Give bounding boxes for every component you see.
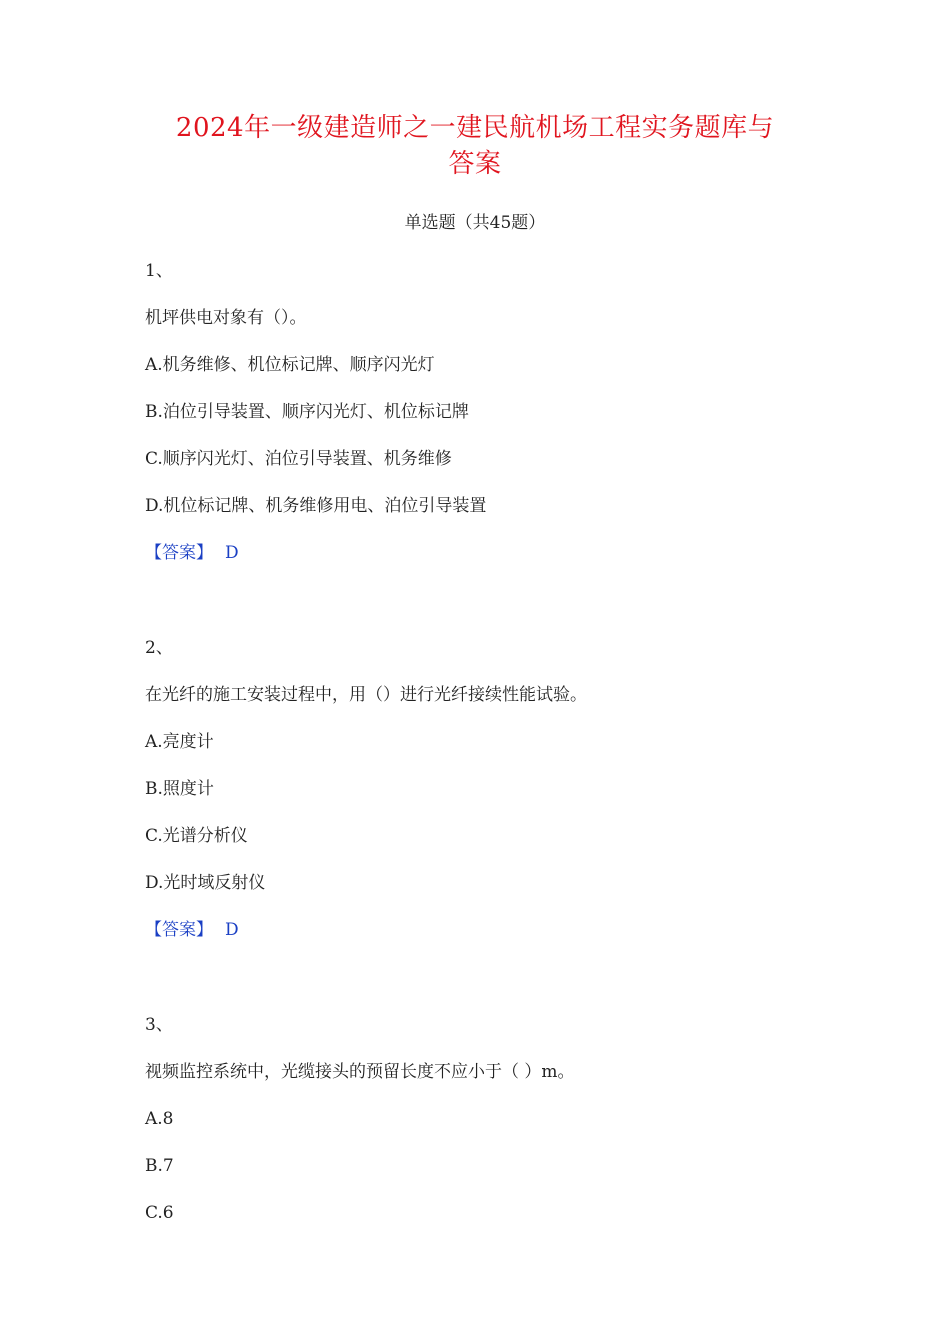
question-1-option-c: C.顺序闪光灯、泊位引导装置、机务维修 bbox=[145, 449, 452, 469]
question-3-number: 3、 bbox=[145, 1015, 173, 1035]
question-3-stem: 视频监控系统中，光缆接头的预留长度不应小于（ ）m。 bbox=[145, 1062, 575, 1082]
question-2-option-c: C.光谱分析仪 bbox=[145, 826, 248, 846]
section-header: 单选题（共45题） bbox=[404, 213, 546, 233]
answer-value: D bbox=[225, 543, 239, 563]
document-title-line1: 2024年一级建造师之一建民航机场工程实务题库与 bbox=[175, 113, 775, 143]
question-1-number: 1、 bbox=[145, 261, 173, 281]
question-3-option-c: C.6 bbox=[145, 1203, 174, 1223]
question-2-option-b: B.照度计 bbox=[145, 779, 214, 799]
question-1-option-d: D.机位标记牌、机务维修用电、泊位引导装置 bbox=[145, 496, 487, 516]
answer-label: 【答案】 bbox=[145, 920, 213, 940]
question-2-number: 2、 bbox=[145, 638, 173, 658]
question-2-option-a: A.亮度计 bbox=[145, 732, 214, 752]
question-2-option-d: D.光时域反射仪 bbox=[145, 873, 266, 893]
question-1-answer bbox=[145, 540, 239, 566]
question-1-stem: 机坪供电对象有（）。 bbox=[145, 308, 307, 328]
question-2-answer bbox=[145, 917, 239, 943]
question-2-stem: 在光纤的施工安装过程中，用（）进行光纤接续性能试验。 bbox=[145, 685, 587, 705]
question-3-option-b: B.7 bbox=[145, 1156, 174, 1176]
question-1-option-b: B.泊位引导装置、顺序闪光灯、机位标记牌 bbox=[145, 402, 469, 422]
question-3-option-a: A.8 bbox=[145, 1109, 174, 1129]
answer-value: D bbox=[225, 920, 239, 940]
answer-label: 【答案】 bbox=[145, 543, 213, 563]
document-title-line2: 答案 bbox=[448, 149, 502, 179]
question-1-option-a: A.机务维修、机位标记牌、顺序闪光灯 bbox=[145, 355, 435, 375]
